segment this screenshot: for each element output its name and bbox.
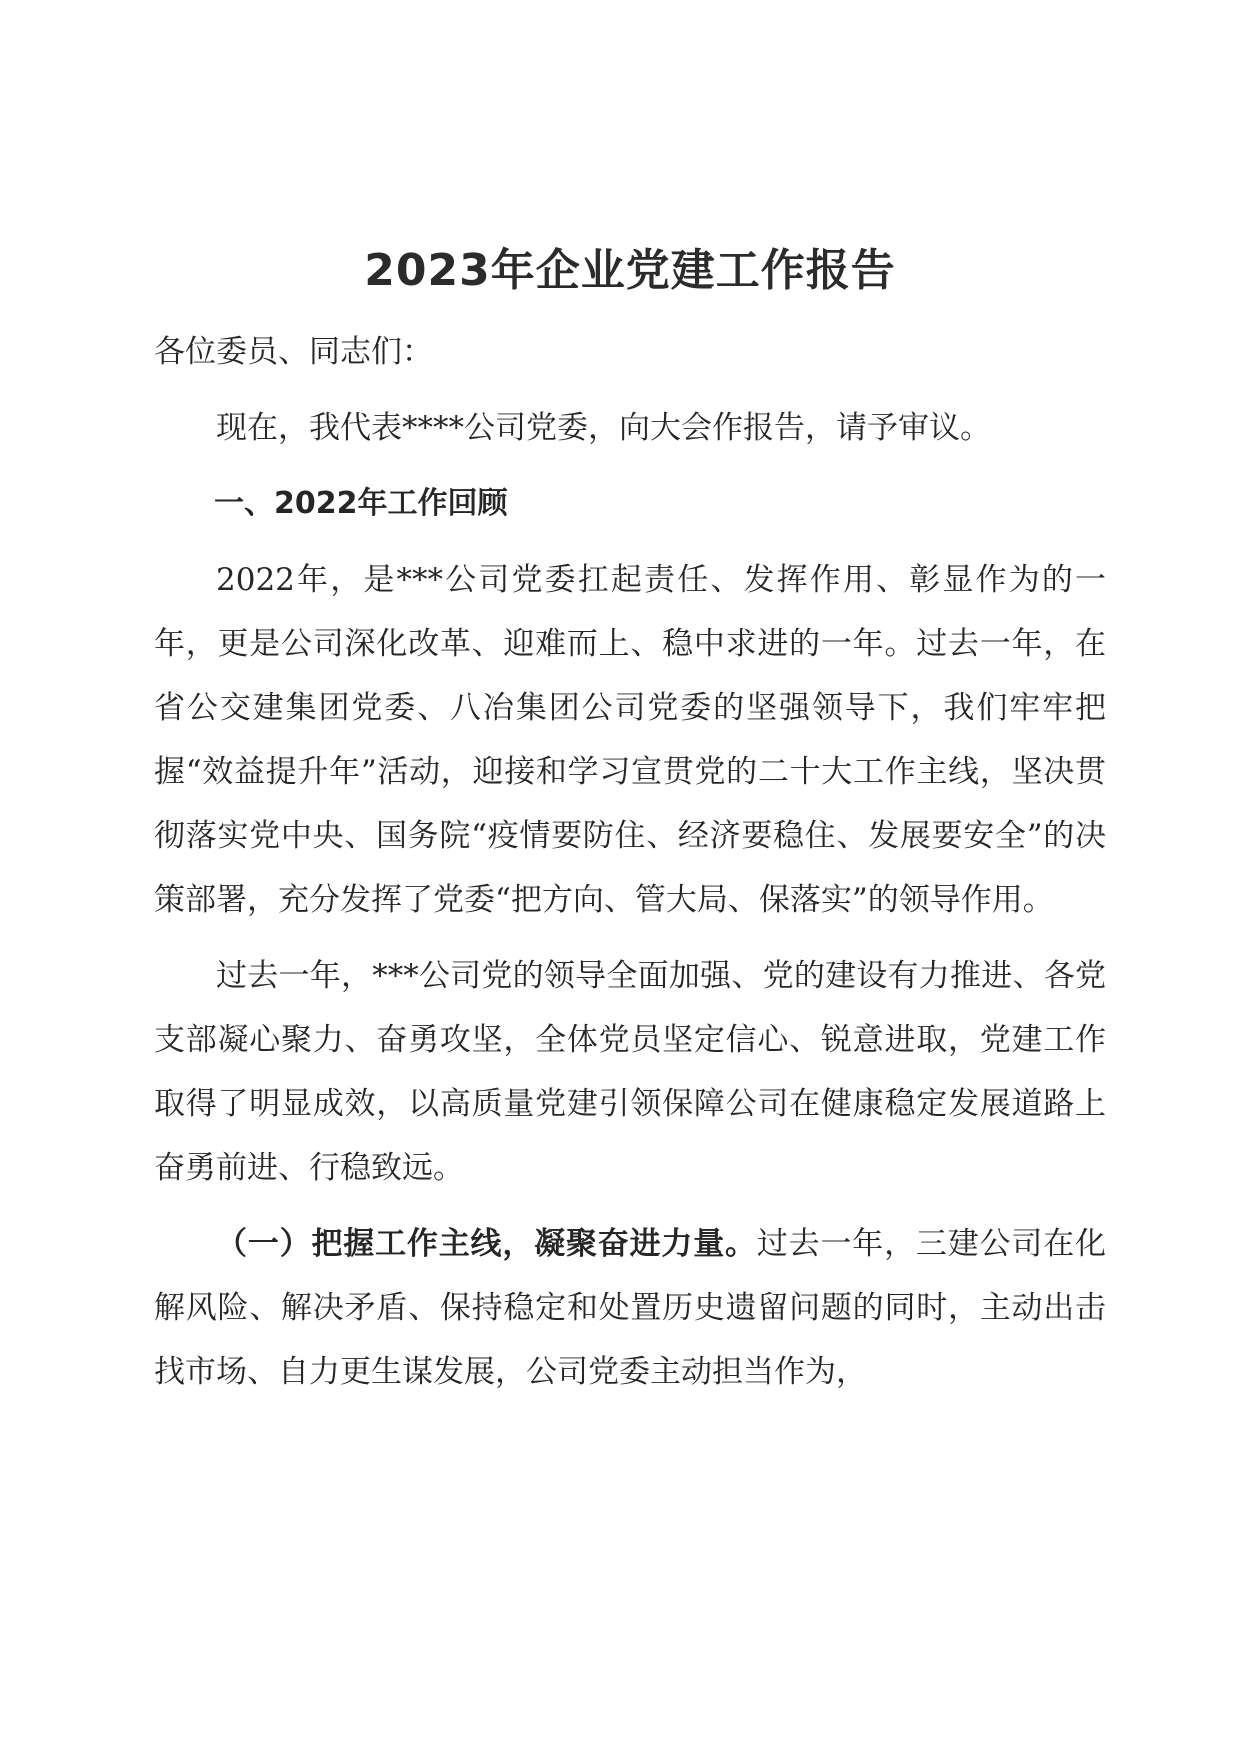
intro-paragraph: 现在，我代表****公司党委，向大会作报告，请予审议。	[216, 410, 991, 446]
section-heading-review: 一、2022年工作回顾	[214, 486, 508, 521]
paragraph-2022-overview: 2022年，是***公司党委扛起责任、发挥作用、彰显作为的一年，更是公司深化改革、迎难而上、稳中求进的一年。过去一年，在省公交建集团党委、八冶集团公司党委的坚强领导下，我们牢牢把握“效益提升年”活动，迎接和学习宣贯党的二十大工作主线，坚决贯彻落实党中央、国务院“疫情要防住、经济要稳住、发展要安全”的决策部署，充分发挥了党委“把方向、管大局、保落实”的领导作用。	[154, 562, 1106, 918]
subsection-body: 过去一年，三建公司在化解风险、解决矛盾、保持稳定和处置历史遗留问题的同时，主动出击找市场、自力更生谋发展，公司党委主动担当作为，	[154, 1226, 1107, 1390]
paragraph-achievements: 过去一年，***公司党的领导全面加强、党的建设有力推进、各党支部凝心聚力、奋勇攻坚，全体党员坚定信心、锐意进取，党建工作取得了明显成效，以高质量党建引领保障公司在健康稳定发展道路上奋勇前进、行稳致远。	[154, 958, 1106, 1186]
paragraph-subsection-one	[154, 1212, 1106, 1404]
document-body	[154, 236, 1106, 1404]
salutation: 各位委员、同志们：	[154, 334, 433, 370]
subsection-lead: （一）把握工作主线，凝聚奋进力量。	[216, 1226, 757, 1262]
document-title: 2023年企业党建工作报告	[364, 245, 896, 296]
